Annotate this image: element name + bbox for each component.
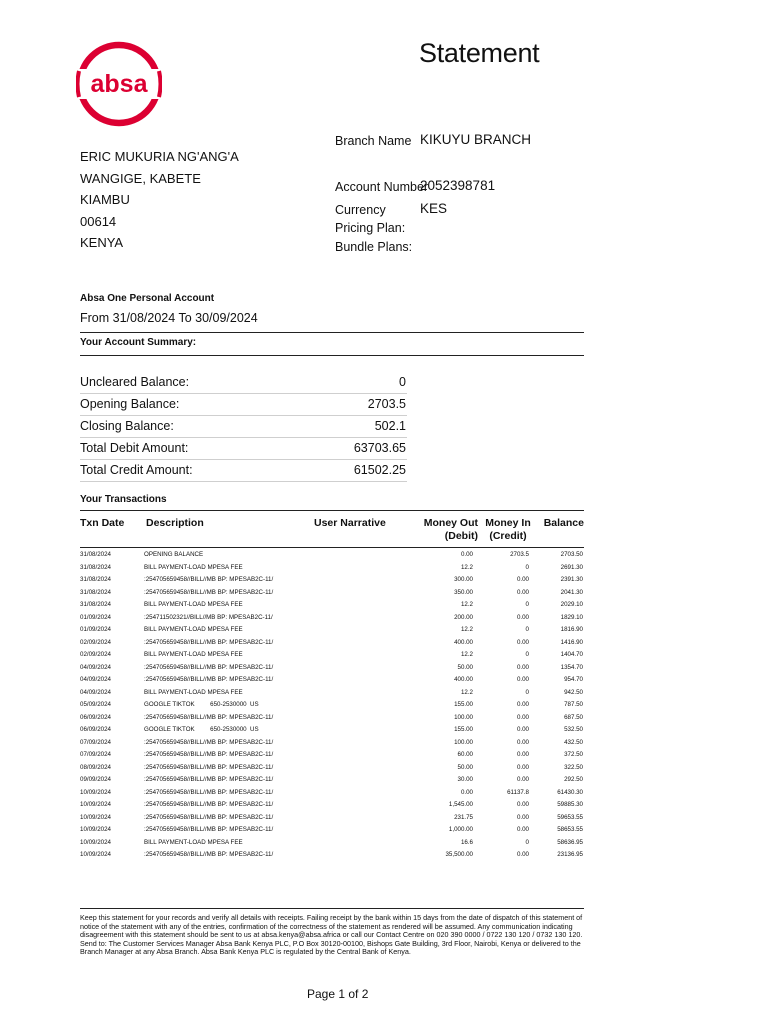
- table-row: [80, 625, 584, 638]
- summary-row: [80, 394, 407, 416]
- address-line: WANGIGE, KABETE: [80, 170, 201, 186]
- txn-description: :254711502321//BILL//MB BP: MPESAB2C-11/: [144, 613, 273, 621]
- footer-notice: Keep this statement for your records and verify all details with receipts. Failing receipt by the bank within 15 days from the date of dispatch of this statement of notice of the statement with any of the entries, confirmation of the correctness of the statement as rendered will be assumed. Any communication indicating disagreement with this statement should be sent to us at absa.kenya@absa.africa or call our Contact Centre on 020 390 0000 / 0722 130 120 / 0732 130 120.: [80, 913, 583, 940]
- txn-money-in: 0.00: [516, 826, 529, 833]
- txn-money-in: 0: [525, 838, 529, 846]
- table-row: [80, 838, 584, 851]
- transactions-table: [80, 550, 584, 863]
- txn-money-out: 35,500.00: [445, 851, 473, 858]
- page-number: Page 1 of 2: [307, 987, 369, 1001]
- col-header-date: Txn Date: [80, 517, 125, 529]
- col-header-balance: Balance: [543, 517, 584, 529]
- txn-money-out: 155.00: [454, 726, 473, 733]
- account-number-label: Account Number: [335, 180, 429, 194]
- branch-label: Branch Name: [335, 134, 412, 148]
- txn-money-in: 0.00: [516, 801, 529, 808]
- col-header-description: Description: [146, 517, 204, 529]
- txn-balance: 59653.55: [557, 813, 583, 821]
- document-title: Statement: [419, 38, 540, 68]
- txn-date: 31/08/2024: [80, 601, 111, 608]
- txn-money-out: 50.00: [457, 763, 473, 771]
- txn-date: 31/08/2024: [80, 588, 111, 596]
- txn-money-in: 0: [525, 626, 529, 633]
- txn-money-out: 0.00: [460, 551, 473, 558]
- address-line: KIAMBU: [80, 192, 130, 207]
- txn-description: BILL PAYMENT-LOAD MPESA FEE: [144, 601, 243, 608]
- table-row: [80, 738, 584, 751]
- summary-heading: Your Account Summary:: [80, 337, 197, 348]
- txn-money-in: 0.00: [516, 851, 529, 858]
- txn-date: 04/09/2024: [80, 663, 111, 671]
- divider: [80, 547, 584, 548]
- txn-date: 31/08/2024: [80, 576, 111, 583]
- txn-date: 04/09/2024: [80, 688, 111, 696]
- summary-value: 0: [399, 375, 406, 389]
- txn-money-in: 0: [525, 601, 529, 608]
- txn-money-out: 0.00: [460, 788, 473, 796]
- txn-date: 06/09/2024: [80, 726, 111, 733]
- txn-date: 01/09/2024: [80, 626, 111, 633]
- account-type: Absa One Personal Account: [80, 293, 215, 304]
- table-row: [80, 638, 584, 651]
- table-row: [80, 700, 584, 713]
- summary-label: Total Credit Amount:: [80, 463, 193, 477]
- txn-money-out: 12.2: [460, 688, 473, 696]
- txn-balance: 1829.10: [560, 613, 583, 621]
- txn-description: :254705659458//BILL//MB BP: MPESAB2C-11/: [144, 576, 274, 583]
- txn-money-in: 0.00: [516, 738, 529, 746]
- txn-description: :254705659458//BILL//MB BP: MPESAB2C-11/: [144, 676, 274, 683]
- txn-balance: 292.50: [564, 776, 583, 783]
- txn-balance: 372.50: [564, 751, 583, 758]
- summary-row: [80, 416, 407, 438]
- bundle-plans-label: Bundle Plans:: [335, 240, 413, 254]
- branch-value: KIKUYU BRANCH: [420, 132, 532, 147]
- table-row: [80, 775, 584, 788]
- txn-money-in: 0.00: [516, 813, 529, 821]
- txn-date: 31/08/2024: [80, 551, 111, 558]
- txn-money-in: 0.00: [516, 663, 529, 671]
- txn-money-out: 350.00: [454, 588, 473, 596]
- txn-money-out: 12.2: [460, 601, 473, 608]
- txn-date: 10/09/2024: [80, 788, 111, 796]
- txn-money-out: 100.00: [454, 738, 473, 746]
- txn-money-in: 0.00: [516, 776, 529, 783]
- account-number-value: 2052398781: [420, 178, 496, 193]
- txn-balance: 1816.90: [560, 626, 583, 633]
- col-header-money-in: Money In (Credit): [485, 517, 531, 542]
- summary-row: [80, 372, 407, 394]
- txn-money-out: 50.00: [457, 663, 473, 671]
- txn-balance: 23136.95: [557, 851, 583, 858]
- txn-date: 10/09/2024: [80, 838, 111, 846]
- summary-value: 61502.25: [353, 463, 406, 477]
- address-line: 00614: [80, 213, 117, 229]
- txn-balance: 532.50: [564, 726, 583, 733]
- txn-date: 10/09/2024: [80, 851, 111, 858]
- txn-description: :254705659458//BILL//MB BP: MPESAB2C-11/: [144, 738, 274, 746]
- txn-date: 10/09/2024: [80, 813, 111, 821]
- txn-money-in: 0.00: [516, 613, 529, 621]
- txn-money-in: 0.00: [516, 701, 529, 708]
- table-row: [80, 600, 584, 613]
- table-row: [80, 663, 584, 676]
- txn-balance: 2029.10: [560, 601, 583, 608]
- summary-value: 502.1: [374, 419, 406, 433]
- txn-balance: 1404.70: [560, 651, 583, 658]
- txn-money-in: 0: [525, 651, 529, 658]
- txn-description: :254705659458//BILL//MB BP: MPESAB2C-11/: [144, 638, 274, 646]
- currency-label: Currency: [335, 203, 386, 217]
- account-summary: [80, 372, 407, 482]
- txn-balance: 1416.90: [560, 638, 583, 646]
- txn-date: 01/09/2024: [80, 613, 111, 621]
- txn-description: BILL PAYMENT-LOAD MPESA FEE: [144, 838, 243, 846]
- txn-balance: 61430.30: [557, 788, 583, 796]
- table-row: [80, 650, 584, 663]
- table-row: [80, 675, 584, 688]
- col-header-money-out: Money Out (Debit): [423, 517, 478, 542]
- txn-description: :254705659458//BILL//MB BP: MPESAB2C-11/: [144, 776, 274, 783]
- txn-description: :254705659458//BILL//MB BP: MPESAB2C-11/: [144, 588, 274, 596]
- svg-text:absa: absa: [90, 70, 148, 98]
- txn-money-out: 155.00: [454, 701, 473, 708]
- txn-date: 31/08/2024: [80, 563, 111, 571]
- txn-money-out: 12.2: [460, 563, 473, 571]
- summary-label: Closing Balance:: [80, 419, 174, 433]
- table-row: [80, 550, 584, 563]
- txn-description: GOOGLE TIKTOK 650-2530000 US: [144, 726, 259, 733]
- txn-description: BILL PAYMENT-LOAD MPESA FEE: [144, 688, 243, 696]
- txn-money-in: 0.00: [516, 713, 529, 721]
- txn-date: 10/09/2024: [80, 826, 111, 833]
- divider: [80, 332, 584, 333]
- col-header-narrative: User Narrative: [314, 517, 386, 529]
- txn-money-out: 30.00: [457, 776, 473, 783]
- txn-money-in: 0: [525, 688, 529, 696]
- txn-money-in: 0.00: [516, 726, 529, 733]
- txn-money-in: 0.00: [516, 763, 529, 771]
- txn-balance: 942.50: [564, 688, 583, 696]
- table-row: [80, 613, 584, 626]
- txn-date: 09/09/2024: [80, 776, 111, 783]
- table-row: [80, 800, 584, 813]
- txn-money-out: 60.00: [457, 751, 473, 758]
- txn-description: GOOGLE TIKTOK 650-2530000 US: [144, 701, 259, 708]
- table-row: [80, 825, 584, 838]
- table-row: [80, 688, 584, 701]
- txn-balance: 787.50: [564, 701, 583, 708]
- txn-description: BILL PAYMENT-LOAD MPESA FEE: [144, 651, 243, 658]
- txn-balance: 432.50: [564, 738, 583, 746]
- txn-description: :254705659458//BILL//MB BP: MPESAB2C-11/: [144, 763, 274, 771]
- txn-money-out: 12.2: [460, 651, 473, 658]
- address-line: KENYA: [80, 235, 124, 250]
- divider: [80, 510, 584, 511]
- statement-footer: [80, 914, 584, 957]
- txn-balance: 2703.50: [560, 551, 583, 558]
- txn-money-out: 200.00: [454, 613, 473, 621]
- table-row: [80, 763, 584, 776]
- txn-money-out: 1,545.00: [448, 801, 473, 808]
- txn-balance: 2691.30: [560, 563, 583, 571]
- txn-date: 02/09/2024: [80, 638, 111, 646]
- summary-value: 2703.5: [367, 397, 406, 411]
- txn-date: 02/09/2024: [80, 651, 111, 658]
- table-row: [80, 750, 584, 763]
- table-row: [80, 713, 584, 726]
- txn-description: :254705659458//BILL//MB BP: MPESAB2C-11/: [144, 663, 274, 671]
- txn-money-in: 61137.8: [507, 788, 529, 796]
- summary-row: [80, 438, 407, 460]
- table-row: [80, 788, 584, 801]
- divider: [80, 355, 584, 356]
- txn-date: 04/09/2024: [80, 676, 111, 683]
- txn-money-in: 0.00: [516, 676, 529, 683]
- txn-description: BILL PAYMENT-LOAD MPESA FEE: [144, 563, 243, 571]
- summary-label: Opening Balance:: [80, 397, 180, 411]
- summary-value: 63703.65: [353, 441, 406, 455]
- pricing-plan-label: Pricing Plan:: [335, 221, 406, 235]
- divider: [80, 908, 584, 909]
- txn-money-out: 100.00: [454, 713, 473, 721]
- txn-money-out: 16.6: [460, 838, 473, 846]
- txn-description: :254705659458//BILL//MB BP: MPESAB2C-11/: [144, 713, 274, 721]
- txn-money-in: 0.00: [516, 638, 529, 646]
- txn-money-out: 231.75: [454, 813, 473, 821]
- statement-period: From 31/08/2024 To 30/09/2024: [80, 311, 258, 325]
- txn-description: :254705659458//BILL//MB BP: MPESAB2C-11/: [144, 751, 274, 758]
- txn-money-out: 300.00: [454, 576, 473, 583]
- txn-money-out: 400.00: [454, 676, 473, 683]
- summary-label: Total Debit Amount:: [80, 441, 189, 455]
- txn-money-in: 0.00: [516, 751, 529, 758]
- table-row: [80, 850, 584, 863]
- summary-label: Uncleared Balance:: [80, 375, 190, 389]
- txn-balance: 58653.55: [557, 826, 583, 833]
- table-row: [80, 813, 584, 826]
- txn-description: BILL PAYMENT-LOAD MPESA FEE: [144, 626, 243, 633]
- txn-description: :254705659458//BILL//MB BP: MPESAB2C-11/: [144, 826, 274, 833]
- table-row: [80, 588, 584, 601]
- txn-money-out: 12.2: [460, 626, 473, 633]
- footer-address: Send to: The Customer Services Manager Absa Bank Kenya PLC, P.O Box 30120-00100, Bishops Gate Building, 3rd Floor, Nairobi, Kenya or delivered to the Branch Manager at any Absa Branch. Absa Bank Kenya PLC is regulated by the Central Bank of Kenya.: [80, 938, 581, 957]
- table-row: [80, 575, 584, 588]
- absa-logo: [76, 34, 162, 134]
- txn-balance: 58636.95: [557, 838, 583, 846]
- txn-balance: 322.50: [564, 763, 583, 771]
- txn-description: :254705659458//BILL//MB BP: MPESAB2C-11/: [144, 801, 274, 808]
- txn-date: 10/09/2024: [80, 801, 111, 808]
- currency-value: KES: [420, 201, 448, 216]
- txn-balance: 59885.30: [557, 801, 583, 808]
- transactions-heading: Your Transactions: [80, 494, 167, 505]
- txn-balance: 2041.30: [560, 588, 583, 596]
- txn-money-in: 0: [525, 563, 529, 571]
- txn-money-in: 0.00: [516, 576, 529, 583]
- txn-description: :254705659458//BILL//MB BP: MPESAB2C-11/: [144, 788, 274, 796]
- txn-balance: 2391.30: [560, 576, 583, 583]
- txn-date: 08/09/2024: [80, 763, 111, 771]
- txn-date: 05/09/2024: [80, 701, 111, 708]
- txn-description: :254705659458//BILL//MB BP: MPESAB2C-11/: [144, 813, 274, 821]
- txn-money-out: 400.00: [454, 638, 473, 646]
- address-line: ERIC MUKURIA NG'ANG'A: [80, 149, 239, 164]
- txn-description: :254705659458//BILL//MB BP: MPESAB2C-11/: [144, 851, 274, 858]
- txn-description: OPENING BALANCE: [144, 551, 204, 558]
- txn-date: 07/09/2024: [80, 751, 111, 758]
- txn-date: 06/09/2024: [80, 713, 111, 721]
- customer-address: [80, 146, 239, 254]
- txn-money-out: 1,000.00: [448, 826, 473, 833]
- txn-balance: 687.50: [564, 713, 583, 721]
- summary-row: [80, 460, 407, 482]
- txn-money-in: 0.00: [516, 588, 529, 596]
- table-row: [80, 725, 584, 738]
- txn-money-in: 2703.5: [510, 551, 529, 558]
- txn-balance: 954.70: [564, 676, 583, 683]
- txn-balance: 1354.70: [560, 663, 583, 671]
- txn-date: 07/09/2024: [80, 738, 111, 746]
- table-row: [80, 563, 584, 576]
